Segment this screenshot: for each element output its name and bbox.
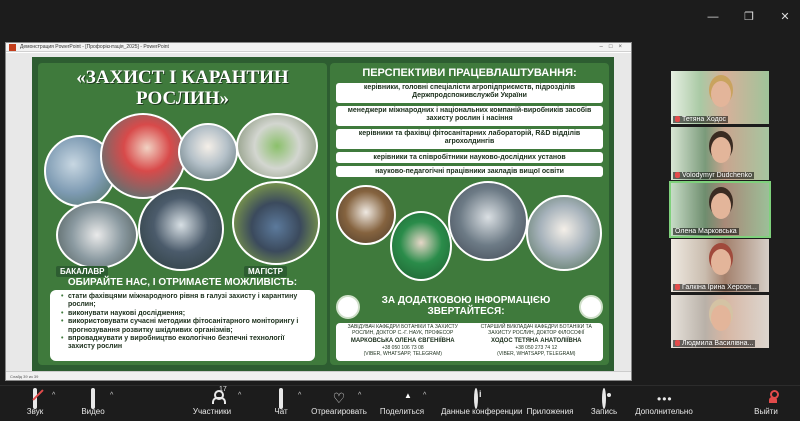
slide-area — [6, 53, 631, 371]
video-button[interactable]: Видео — [58, 390, 128, 416]
powerpoint-icon — [9, 44, 16, 51]
degree-bachelor-label: БАКАЛАВР — [56, 266, 108, 277]
shared-window-controls: –□× — [599, 44, 628, 50]
chat-options-caret[interactable]: ^ — [298, 392, 302, 399]
contact-role: ЗАВІДУВАЧ КАФЕДРИ БОТАНІКИ ТА ЗАХИСТУ РОСЛИН, ДОКТОР С.-Г. НАУК, ПРОФЕСОР — [347, 324, 458, 336]
career-heading: ПЕРСПЕКТИВИ ПРАЦЕВЛАШТУВАННЯ: — [362, 67, 577, 79]
restore-icon[interactable]: ❐ — [744, 11, 754, 23]
camera-icon — [91, 388, 95, 409]
participants-gallery — [671, 71, 769, 351]
photo-student-lab — [336, 185, 396, 245]
contact-phone: +38 050 273 74 12 — [515, 345, 558, 352]
more-dots-icon: ••• — [657, 392, 673, 406]
participant-name: Олена Марковська — [675, 228, 737, 235]
photo-strip — [336, 181, 603, 293]
meeting-toolbar — [0, 385, 800, 421]
benefit-item: • впроваджувати у виробництво екологічно безпечні технології захисту рослин — [62, 335, 309, 352]
photo-students-group — [100, 113, 186, 199]
participant-tile[interactable] — [671, 127, 769, 180]
contact-apps: (VIBER, WHATSAPP, TELEGRAM) — [497, 351, 576, 358]
benefits-list — [50, 290, 315, 361]
mic-muted-icon — [33, 388, 37, 409]
photo-collage — [42, 113, 323, 265]
slide-left-panel — [38, 63, 327, 365]
career-item: менеджери міжнародних і національних компаній-виробників засобів захисту рослин і насіння — [336, 106, 603, 126]
info-icon — [474, 388, 478, 409]
career-item: керівники та фахівці фітосанітарних лабораторій, R&D відділів агрохолдингів — [336, 129, 603, 149]
conference-info-button[interactable]: i Данные конференции — [441, 390, 511, 416]
contact-role: СТАРШИЙ ВИКЛАДАЧ КАФЕДРИ БОТАНІКИ ТА ЗАХИСТУ РОСЛИН, ДОКТОР ФІЛОСОФІЇ — [480, 324, 592, 336]
participant-name: Людмила Василівна... — [673, 340, 755, 347]
minimize-icon[interactable]: — — [707, 11, 719, 23]
benefit-item: • виконувати наукові дослідження; — [62, 310, 309, 318]
participant-tile-active-speaker[interactable] — [671, 183, 769, 236]
participants-options-caret[interactable]: ^ — [238, 392, 242, 399]
participant-name: Галкіна Ірина Херсон... — [673, 284, 759, 291]
contact-name: ХОДОС ТЕТЯНА АНАТОЛІЇВНА — [490, 338, 582, 345]
audio-options-caret[interactable]: ^ — [52, 392, 56, 399]
contact-heading: ЗА ДОДАТКОВОЮ ІНФОРМАЦІЄЮ ЗВЕРТАЙТЕСЯ: — [381, 295, 551, 317]
react-button[interactable]: ♡ Отреагировать — [311, 390, 367, 416]
participant-name: Volodymyr Dudchenko — [673, 172, 754, 179]
shared-screen — [5, 42, 632, 381]
contact-card — [470, 323, 604, 361]
share-options-caret[interactable]: ^ — [423, 392, 427, 399]
photo-laboratory — [138, 187, 224, 271]
photo-lab-work — [178, 123, 238, 181]
participant-face — [711, 249, 731, 275]
benefit-item: • стати фахівцями міжнародного рівня в галузі захисту і карантину рослин; — [62, 293, 309, 310]
photo-graduates-group — [232, 181, 320, 265]
participant-face — [711, 305, 731, 331]
contact-name: МАРКОВСЬКА ОЛЕНА ЄВГЕНІЇВНА — [350, 338, 455, 345]
shared-window-title: Демонстрация PowerPoint - [Профорієнтація_2025] - PowerPoint — [20, 44, 169, 50]
participant-face — [711, 193, 731, 219]
window-controls — [706, 10, 792, 24]
photo-research-lab — [448, 181, 528, 261]
participants-count: 17 — [219, 386, 227, 393]
react-options-caret[interactable]: ^ — [358, 392, 362, 399]
participants-button[interactable]: Участники — [192, 407, 232, 416]
leave-button[interactable]: Выйти — [754, 407, 778, 416]
photo-student-green-shirt — [390, 211, 452, 281]
photo-field-drone — [236, 113, 318, 179]
shared-window-titlebar — [6, 43, 631, 52]
chat-button[interactable]: Чат — [246, 390, 316, 416]
audio-button[interactable]: Звук — [0, 390, 70, 416]
degree-master-label: МАГІСТР — [244, 266, 287, 277]
slide-right-panel — [330, 63, 609, 365]
chat-icon — [279, 388, 283, 409]
muted-mic-icon — [675, 340, 680, 346]
contact-phone: +38 050 106 73 08 — [381, 345, 424, 352]
career-item: керівники, головні спеціалісти агропідприємств, підрозділів Держпродспоживслужби України — [336, 83, 603, 103]
share-screen-button[interactable]: Поделиться — [379, 407, 425, 416]
contact-apps: (VIBER, WHATSAPP, TELEGRAM) — [363, 351, 442, 358]
participant-tile[interactable] — [671, 71, 769, 124]
apps-button[interactable]: Приложения — [526, 407, 574, 416]
close-icon[interactable]: ✕ — [780, 11, 790, 23]
record-icon — [602, 388, 606, 409]
powerpoint-status-bar: Слайд 39 из 39 — [6, 371, 631, 380]
record-button[interactable]: Запись — [569, 390, 639, 416]
contact-card — [336, 323, 470, 361]
career-item: керівники та співробітники науково-дослідних установ — [336, 152, 603, 163]
more-button[interactable]: ••• Дополнительно — [635, 392, 693, 416]
muted-mic-icon — [675, 172, 680, 178]
photo-microscope-lab — [56, 201, 138, 269]
participant-face — [711, 81, 731, 107]
muted-mic-icon — [675, 284, 680, 290]
slide — [32, 57, 614, 371]
participant-tile[interactable] — [671, 295, 769, 348]
slide-title: «ЗАХИСТ І КАРАНТИН РОСЛИН» — [76, 67, 289, 109]
participant-tile[interactable] — [671, 239, 769, 292]
university-logo — [336, 295, 360, 319]
career-item: науково-педагогічні працівники закладів вищої освіти — [336, 166, 603, 177]
muted-mic-icon — [675, 116, 680, 122]
heart-icon: ♡ — [332, 390, 346, 406]
contacts-box — [336, 323, 603, 361]
photo-student-microscope — [526, 195, 602, 271]
participant-name: Тетяна Ходос — [673, 116, 728, 123]
participant-face — [711, 137, 731, 163]
department-logo — [579, 295, 603, 319]
video-options-caret[interactable]: ^ — [110, 392, 114, 399]
benefit-item: • використовувати сучасні методики фітосанітарного моніторингу і прогнозування розвитку шкідливих організмів; — [62, 318, 309, 335]
choose-us-heading: ОБИРАЙТЕ НАС, І ОТРИМАЄТЕ МОЖЛИВІСТЬ: — [67, 277, 298, 288]
